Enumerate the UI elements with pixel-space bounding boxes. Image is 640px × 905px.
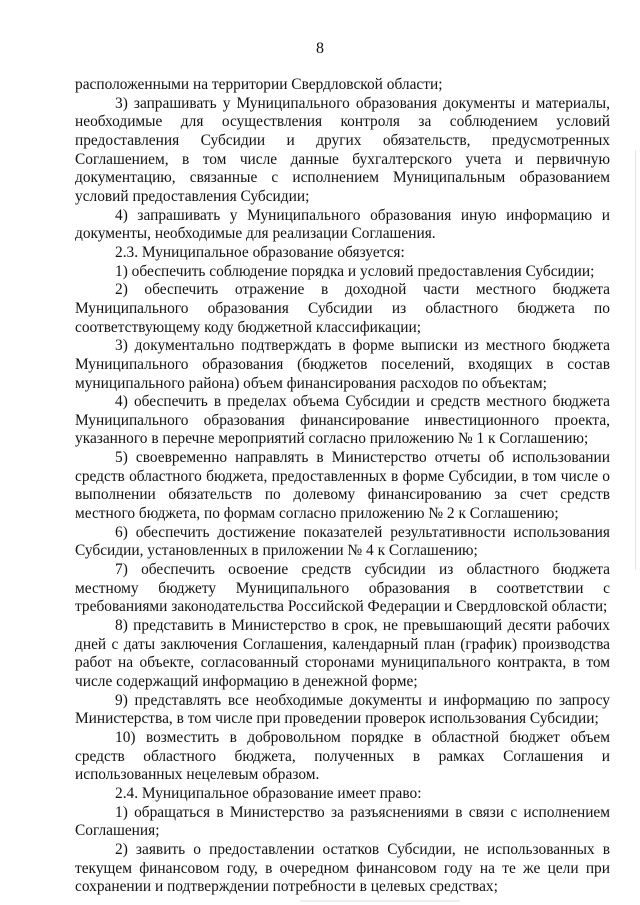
page-number: 8 (316, 40, 324, 57)
paragraph-obligation-1: 1) обеспечить соблюдение порядка и условий предоставления Субсидии; (115, 262, 595, 280)
paragraph-right-2: 2) заявить о предоставлении остатков Субсидии, не использованных в текущем финансовом году, в очередном финансовом году на те же цели при сохранении и подтверждении потребности в целевых средствах; (75, 840, 610, 896)
paragraph-obligation-5: 5) своевременно направлять в Министерство отчеты об использовании средств областного бюджета, предоставленных в форме Субсидии, в том числе о выполнении обязательств по долевому финансированию за счет средств местного бюджета, по формам согласно приложению № 2 к Соглашению; (75, 449, 610, 523)
paragraph-right-1: 1) обращаться в Министерство за разъяснениями в связи с исполнением Соглашения; (75, 803, 610, 840)
section-heading-2-4: 2.4. Муниципальное образование имеет право: (115, 784, 422, 802)
scan-edge-artifact (635, 150, 636, 570)
paragraph-obligation-3: 3) документально подтверждать в форме выписки из местного бюджета Муниципального образования (бюджетов поселений, входящих в состав муниципального района) объем финансирования расходов по объектам; (75, 337, 610, 392)
paragraph-obligation-10: 10) возместить в добровольном порядке в областной бюджет объем средств областного бюджета, полученных в рамках Соглашения и использованных нецелевым образом. (75, 728, 610, 784)
paragraph-obligation-7: 7) обеспечить освоение средств субсидии из областного бюджета местному бюджету Муниципального образования в соответствии с требованиями законодательства Российской Федерации и Свердловской области; (75, 561, 610, 616)
section-heading-2-3: 2.3. Муниципальное образование обязуется: (115, 243, 405, 261)
paragraph-obligation-2: 2) обеспечить отражение в доходной части местного бюджета Муниципального образования Субсидии из областного бюджета по соответствующему коду бюджетной классификации; (75, 281, 610, 336)
paragraph-item-4-request-information: 4) запрашивать у Муниципального образования иную информацию и документы, необходимые для реализации Соглашения. (75, 206, 610, 243)
document-body (75, 76, 610, 897)
paragraph-obligation-9: 9) представлять все необходимые документы и информацию по запросу Министерства, в том числе при проведении проверок использования Субсидии; (75, 691, 610, 728)
paragraph-obligation-6: 6) обеспечить достижение показателей результативности использования Субсидии, установленных в приложении № 4 к Соглашению; (75, 523, 610, 560)
paragraph-obligation-8: 8) представить в Министерство в срок, не превышающий десяти рабочих дней с даты заключения Соглашения, календарный план (график) производства работ на объекте, согласованный сторонами муниципального контракта, в том числе содержащий информацию в денежной форме; (75, 617, 610, 690)
paragraph-continuation: расположенными на территории Свердловской области; (75, 76, 443, 93)
scan-bottom-artifact (300, 900, 460, 902)
paragraph-obligation-4: 4) обеспечить в пределах объема Субсидии и средств местного бюджета Муниципального образования финансирование инвестиционного проекта, указанного в перечне мероприятий согласно приложению № 1 к Соглашению; (75, 393, 610, 448)
paragraph-item-3-request-documents: 3) запрашивать у Муниципального образования документы и материалы, необходимые для осуществления контроля за соблюдением условий предоставления Субсидии и других обязательств, предусмотренных Соглашением, в том числе данные бухгалтерского учета и первичную документацию, связанные с исполнением Муниципальным образованием условий предоставления Субсидии; (75, 94, 610, 205)
